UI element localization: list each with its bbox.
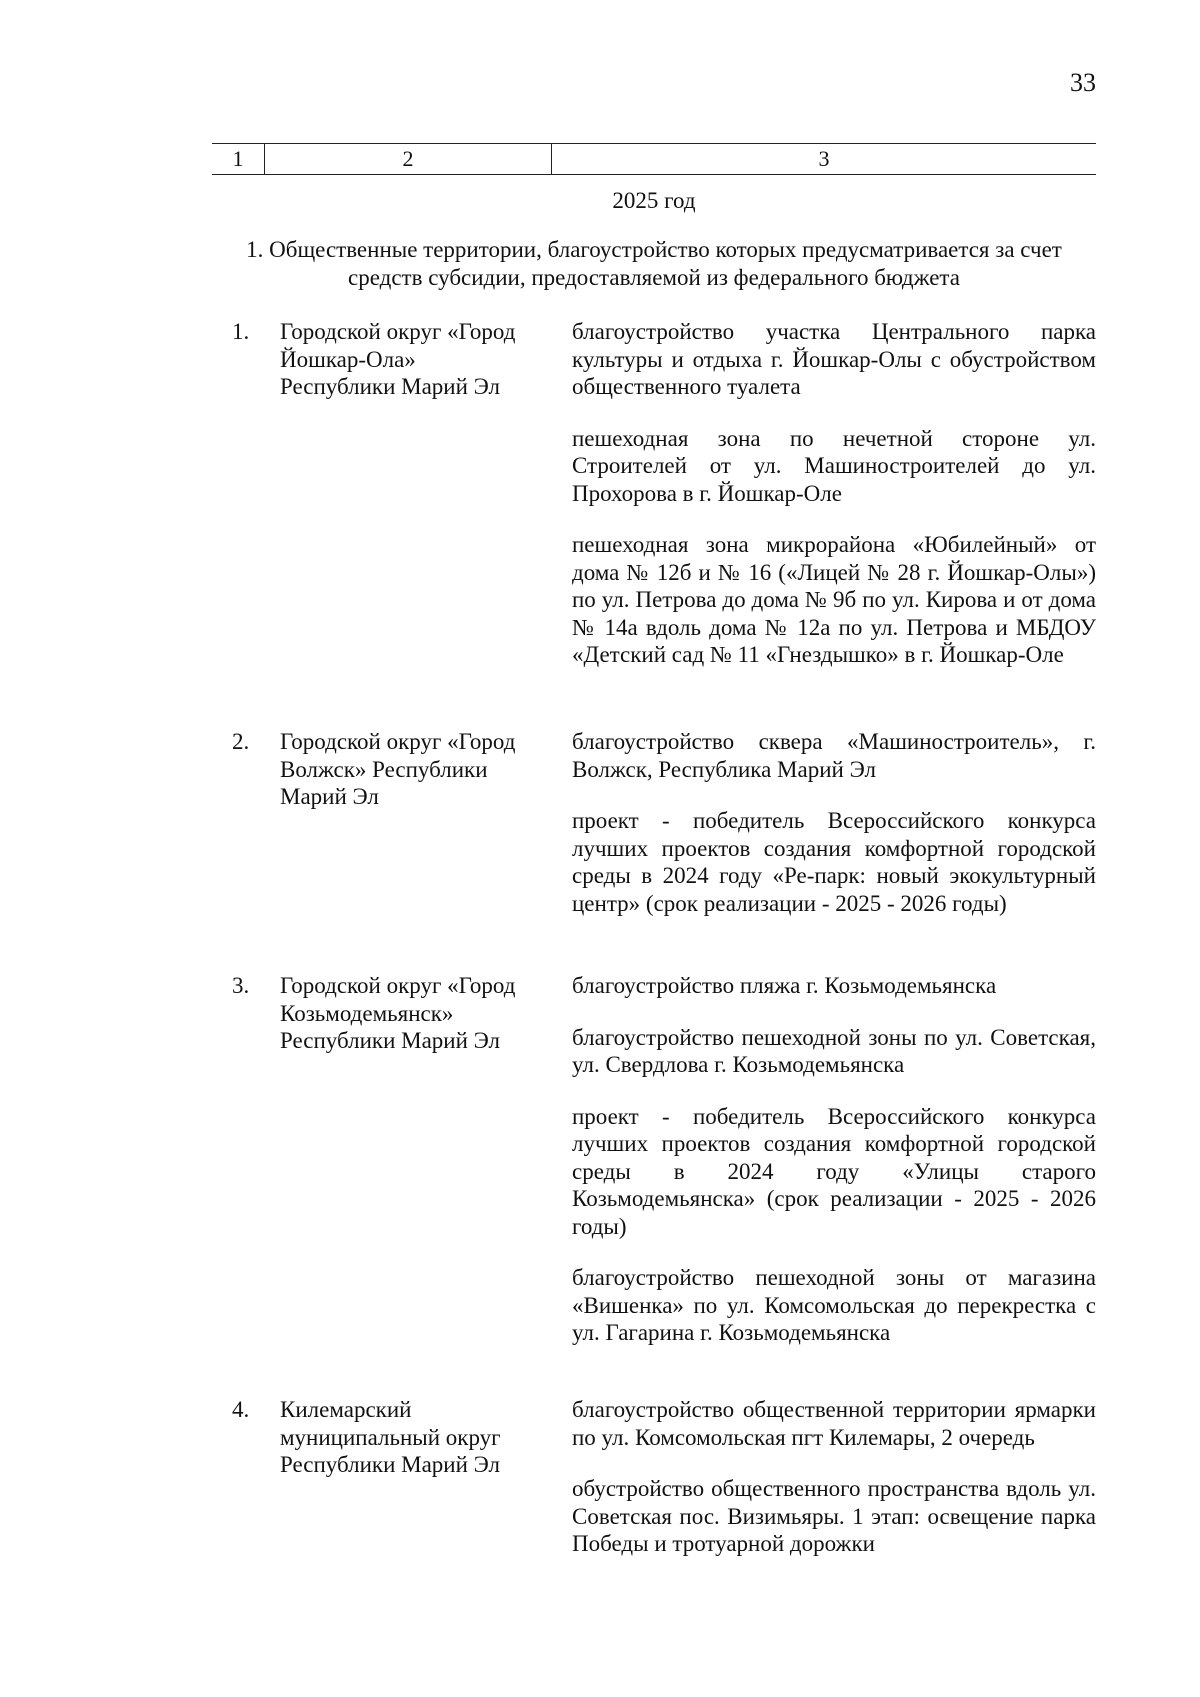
row-number: 1. bbox=[232, 319, 250, 344]
territory-item: обустройство общественного пространства вдоль ул. Советская пос. Визимьяры. 1 этап: освещение парка Победы и тротуарной дорожки bbox=[572, 1476, 1096, 1556]
row-number: 4. bbox=[232, 1397, 250, 1422]
column-header-2: 2 bbox=[265, 144, 552, 174]
territory-item: благоустройство сквера «Машиностроитель», г. Волжск, Республика Марий Эл bbox=[572, 729, 1096, 782]
territory-list bbox=[572, 972, 1096, 1347]
territory-item: пешеходная зона микрорайона «Юбилейный» от дома № 12б и № 16 («Лицей № 28 г. Йошкар-Олы») по ул. Петрова до дома № 9б по ул. Кирова и от дома № 14а вдоль дома № 12а по ул. Петрова и МБДОУ «Детский сад № 11 «Гнездышко» в г. Йошкар-Оле bbox=[572, 532, 1096, 667]
territory-item: благоустройство пешеходной зоны от магазина «Вишенка» по ул. Комсомольская до перекрестка с ул. Гагарина г. Козьмодемьянска bbox=[572, 1265, 1096, 1345]
section-title-line-1: 1. Общественные территории, благоустройство которых предусматривается за счет bbox=[246, 237, 1062, 262]
column-header-3: 3 bbox=[818, 146, 830, 171]
territory-item: благоустройство пляжа г. Козьмодемьянска bbox=[572, 973, 997, 998]
territory-item: проект - победитель Всероссийского конкурса лучших проектов создания комфортной городской среды в 2024 году «Улицы старого Козьмодемьянска» (срок реализации - 2025 - 2026 годы) bbox=[572, 1103, 1096, 1239]
section-title-line-2: средств субсидии, предоставляемой из федерального бюджета bbox=[348, 265, 960, 290]
territory-list bbox=[572, 318, 1096, 669]
row-number: 2. bbox=[232, 729, 250, 754]
territory-item: благоустройство пешеходной зоны по ул. Советская, ул. Свердлова г. Козьмодемьянска bbox=[572, 1024, 1096, 1077]
row-number: 3. bbox=[232, 973, 250, 998]
territory-item: благоустройство общественной территории ярмарки по ул. Комсомольская пгт Килемары, 2 очередь bbox=[572, 1397, 1096, 1450]
municipality-name: Килемарский муниципальный округ Республики Марий Эл bbox=[280, 1397, 501, 1477]
territory-list bbox=[572, 1396, 1096, 1558]
territory-item: проект - победитель Всероссийского конкурса лучших проектов создания комфортной городской среды в 2024 году «Ре-парк: новый экокультурный центр» (срок реализации - 2025 - 2026 годы) bbox=[572, 808, 1096, 916]
section-title bbox=[212, 236, 1096, 292]
territory-item: благоустройство участка Центрального парка культуры и отдыха г. Йошкар-Олы с обустройством общественного туалета bbox=[572, 319, 1096, 399]
column-header-1: 1 bbox=[212, 144, 265, 174]
page-number: 33 bbox=[1070, 68, 1096, 97]
territory-list bbox=[572, 728, 1096, 917]
territory-item: пешеходная зона по нечетной стороне ул. Строителей от ул. Машиностроителей до ул. Прохорова в г. Йошкар-Оле bbox=[572, 425, 1096, 506]
municipality-name: Городской округ «Город Козьмодемьянск» Республики Марий Эл bbox=[280, 973, 516, 1053]
municipality-name: Городской округ «Город Волжск» Республики Марий Эл bbox=[280, 729, 516, 809]
municipality-name: Городской округ «Город Йошкар-Ола» Республики Марий Эл bbox=[280, 319, 516, 399]
column-header-row bbox=[212, 143, 1096, 175]
year-heading: 2025 год bbox=[612, 188, 696, 213]
